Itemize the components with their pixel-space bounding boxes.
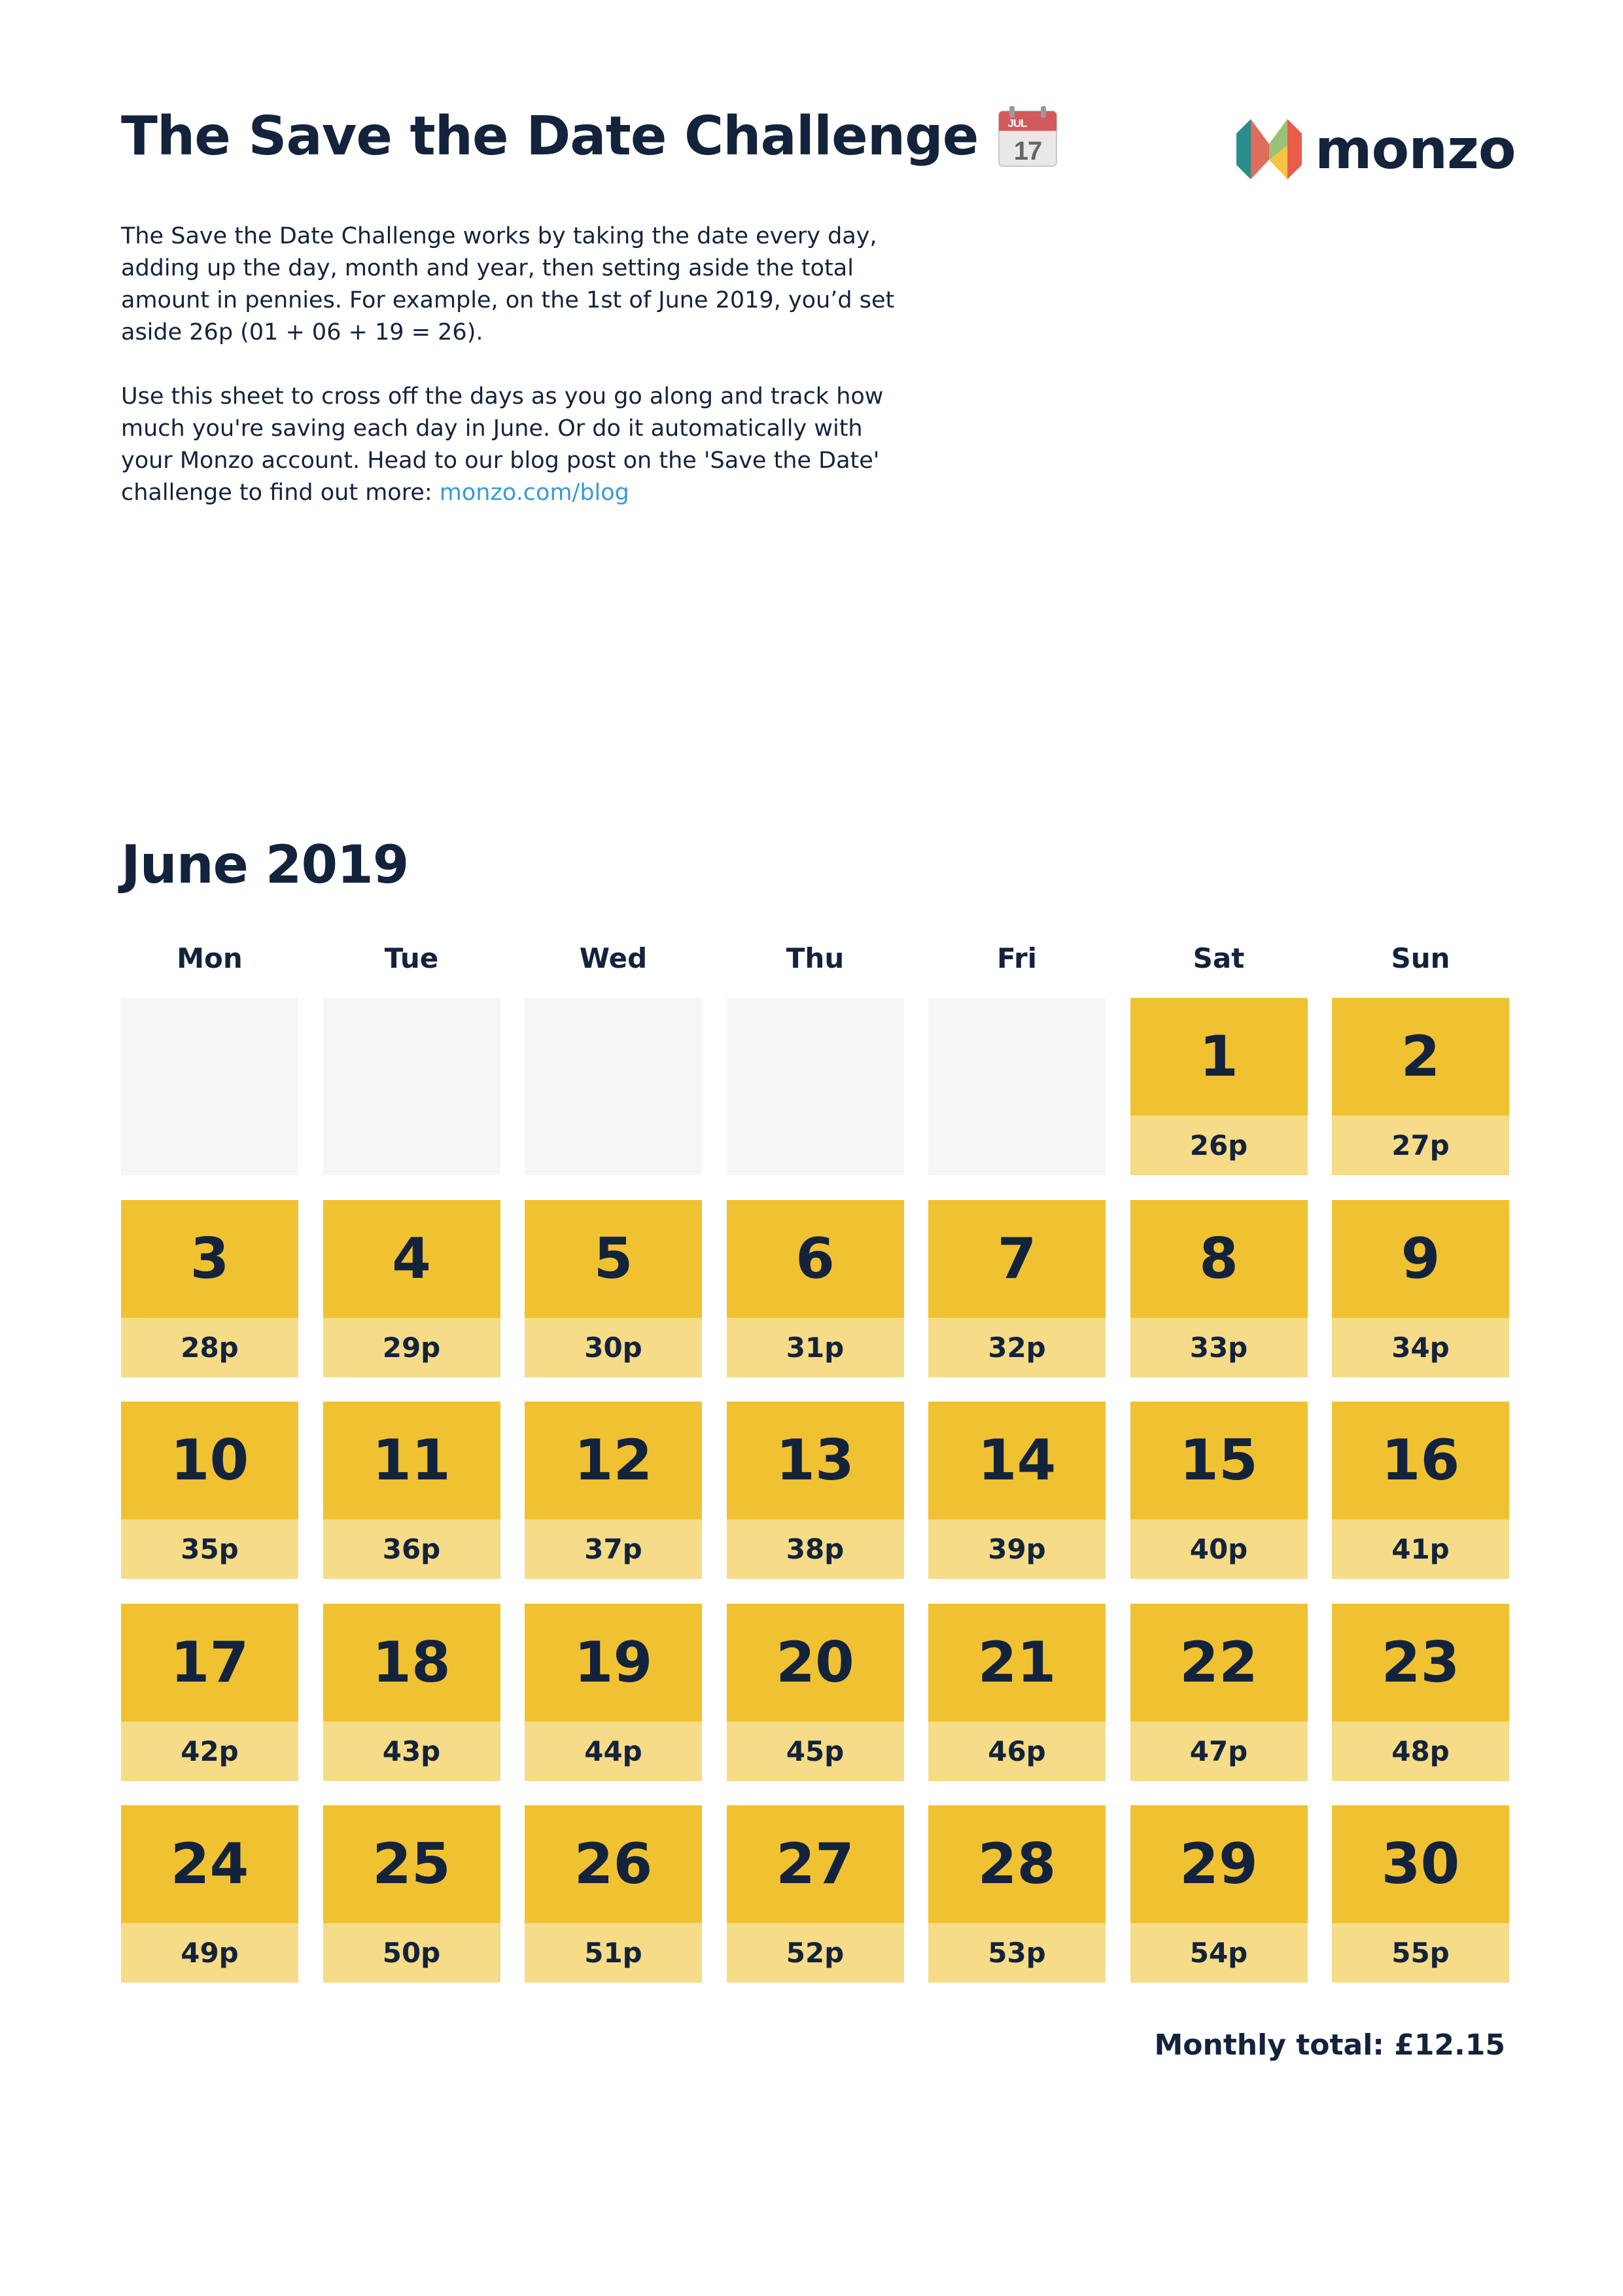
- day-amount: 32p: [928, 1318, 1106, 1377]
- day-amount: 43p: [323, 1722, 500, 1781]
- page-title: [121, 105, 1058, 168]
- day-amount: 36p: [323, 1519, 500, 1579]
- day-amount: 46p: [928, 1722, 1106, 1781]
- day-cell[interactable]: [1130, 1805, 1308, 1983]
- day-amount: 42p: [121, 1722, 298, 1781]
- calendar-icon: [998, 105, 1058, 168]
- day-number: 12: [525, 1402, 702, 1519]
- day-cell[interactable]: [323, 1805, 500, 1983]
- calendar-grid: [121, 998, 1505, 1979]
- day-amount: 30p: [525, 1318, 702, 1377]
- day-number: 24: [121, 1805, 298, 1923]
- day-amount: 38p: [727, 1519, 904, 1579]
- monzo-logo: [1236, 116, 1516, 182]
- day-number: 21: [928, 1604, 1106, 1722]
- day-cell[interactable]: [1332, 1402, 1509, 1579]
- day-number: 7: [928, 1200, 1106, 1318]
- day-number: 16: [1332, 1402, 1509, 1519]
- empty-day-cell: [525, 998, 702, 1175]
- day-amount: 33p: [1130, 1318, 1308, 1377]
- day-cell[interactable]: [727, 1805, 904, 1983]
- day-amount: 50p: [323, 1923, 500, 1983]
- day-amount: 45p: [727, 1722, 904, 1781]
- weekday-fri: Fri: [996, 942, 1038, 974]
- day-number: 8: [1130, 1200, 1308, 1318]
- day-amount: 40p: [1130, 1519, 1308, 1579]
- day-cell[interactable]: [1332, 1805, 1509, 1983]
- day-number: 14: [928, 1402, 1106, 1519]
- day-amount: 47p: [1130, 1722, 1308, 1781]
- day-amount: 28p: [121, 1318, 298, 1377]
- day-cell[interactable]: [1130, 1200, 1308, 1377]
- empty-day-cell: [121, 998, 298, 1175]
- day-amount: 29p: [323, 1318, 500, 1377]
- day-cell[interactable]: [121, 1604, 298, 1781]
- month-title: June 2019: [121, 834, 409, 895]
- blog-link[interactable]: monzo.com/blog: [439, 480, 629, 506]
- day-number: 29: [1130, 1805, 1308, 1923]
- day-cell[interactable]: [1332, 1200, 1509, 1377]
- day-amount: 52p: [727, 1923, 904, 1983]
- empty-day-cell: [323, 998, 500, 1175]
- day-number: 28: [928, 1805, 1106, 1923]
- calendar-icon-month: JUL: [1007, 117, 1027, 130]
- day-number: 22: [1130, 1604, 1308, 1722]
- day-number: 10: [121, 1402, 298, 1519]
- empty-day-cell: [928, 998, 1106, 1175]
- day-amount: 34p: [1332, 1318, 1509, 1377]
- day-number: 18: [323, 1604, 500, 1722]
- day-number: 11: [323, 1402, 500, 1519]
- day-cell[interactable]: [1332, 1604, 1509, 1781]
- day-amount: 53p: [928, 1923, 1106, 1983]
- day-cell[interactable]: [525, 1402, 702, 1579]
- day-cell[interactable]: [121, 1805, 298, 1983]
- weekday-wed: Wed: [579, 942, 648, 974]
- weekday-sun: Sun: [1391, 942, 1450, 974]
- day-amount: 39p: [928, 1519, 1106, 1579]
- day-number: 17: [121, 1604, 298, 1722]
- page-title-text: The Save the Date Challenge: [121, 105, 979, 168]
- day-number: 1: [1130, 998, 1308, 1116]
- day-cell[interactable]: [727, 1402, 904, 1579]
- day-cell[interactable]: [323, 1604, 500, 1781]
- day-cell[interactable]: [928, 1604, 1106, 1781]
- day-cell[interactable]: [1130, 1604, 1308, 1781]
- monzo-logo-text: monzo: [1315, 117, 1516, 181]
- day-cell[interactable]: [928, 1805, 1106, 1983]
- day-number: 4: [323, 1200, 500, 1318]
- day-number: 15: [1130, 1402, 1308, 1519]
- day-number: 3: [121, 1200, 298, 1318]
- day-amount: 41p: [1332, 1519, 1509, 1579]
- day-amount: 51p: [525, 1923, 702, 1983]
- weekday-thu: Thu: [786, 942, 845, 974]
- weekday-header: [121, 942, 1505, 981]
- day-number: 2: [1332, 998, 1509, 1116]
- day-cell[interactable]: [525, 1200, 702, 1377]
- weekday-sat: Sat: [1193, 942, 1245, 974]
- day-cell[interactable]: [121, 1200, 298, 1377]
- day-number: 5: [525, 1200, 702, 1318]
- day-number: 9: [1332, 1200, 1509, 1318]
- day-amount: 55p: [1332, 1923, 1509, 1983]
- day-number: 19: [525, 1604, 702, 1722]
- day-number: 27: [727, 1805, 904, 1923]
- day-number: 13: [727, 1402, 904, 1519]
- day-cell[interactable]: [1130, 998, 1308, 1175]
- monzo-logo-icon: [1236, 119, 1302, 179]
- calendar-icon-day: 17: [1014, 137, 1042, 166]
- day-number: 23: [1332, 1604, 1509, 1722]
- day-cell[interactable]: [727, 1200, 904, 1377]
- day-number: 26: [525, 1805, 702, 1923]
- day-amount: 27p: [1332, 1116, 1509, 1175]
- day-number: 6: [727, 1200, 904, 1318]
- intro-text: [121, 221, 906, 541]
- day-cell[interactable]: [525, 1805, 702, 1983]
- empty-day-cell: [727, 998, 904, 1175]
- intro-paragraph-1: The Save the Date Challenge works by taking the date every day, adding up the day, month and year, then setting aside the total amount in pennies. For example, on the 1st of June 2019, you’d set aside 26p (01 + 06 + 19 = 26).: [121, 223, 895, 345]
- day-cell[interactable]: [121, 1402, 298, 1579]
- day-cell[interactable]: [323, 1402, 500, 1579]
- day-cell[interactable]: [727, 1604, 904, 1781]
- day-amount: 35p: [121, 1519, 298, 1579]
- intro-paragraph-2: [121, 381, 906, 509]
- day-amount: 31p: [727, 1318, 904, 1377]
- day-amount: 49p: [121, 1923, 298, 1983]
- intro-paragraph-2-text: Use this sheet to cross off the days as you go along and track how much you're saving each day in June. Or do it automatically with your Monzo account. Head to our blog post on the 'Save the Date' challenge to find out more:: [121, 383, 884, 506]
- weekday-mon: Mon: [177, 942, 243, 974]
- day-cell[interactable]: [525, 1604, 702, 1781]
- day-cell[interactable]: [323, 1200, 500, 1377]
- day-amount: 48p: [1332, 1722, 1509, 1781]
- day-number: 30: [1332, 1805, 1509, 1923]
- day-number: 20: [727, 1604, 904, 1722]
- day-cell[interactable]: [1130, 1402, 1308, 1579]
- day-amount: 26p: [1130, 1116, 1308, 1175]
- day-amount: 37p: [525, 1519, 702, 1579]
- day-number: 25: [323, 1805, 500, 1923]
- day-cell[interactable]: [928, 1402, 1106, 1579]
- day-amount: 54p: [1130, 1923, 1308, 1983]
- monthly-total: Monthly total: £12.15: [1154, 2028, 1505, 2062]
- day-cell[interactable]: [928, 1200, 1106, 1377]
- day-cell[interactable]: [1332, 998, 1509, 1175]
- weekday-tue: Tue: [384, 942, 439, 974]
- day-amount: 44p: [525, 1722, 702, 1781]
